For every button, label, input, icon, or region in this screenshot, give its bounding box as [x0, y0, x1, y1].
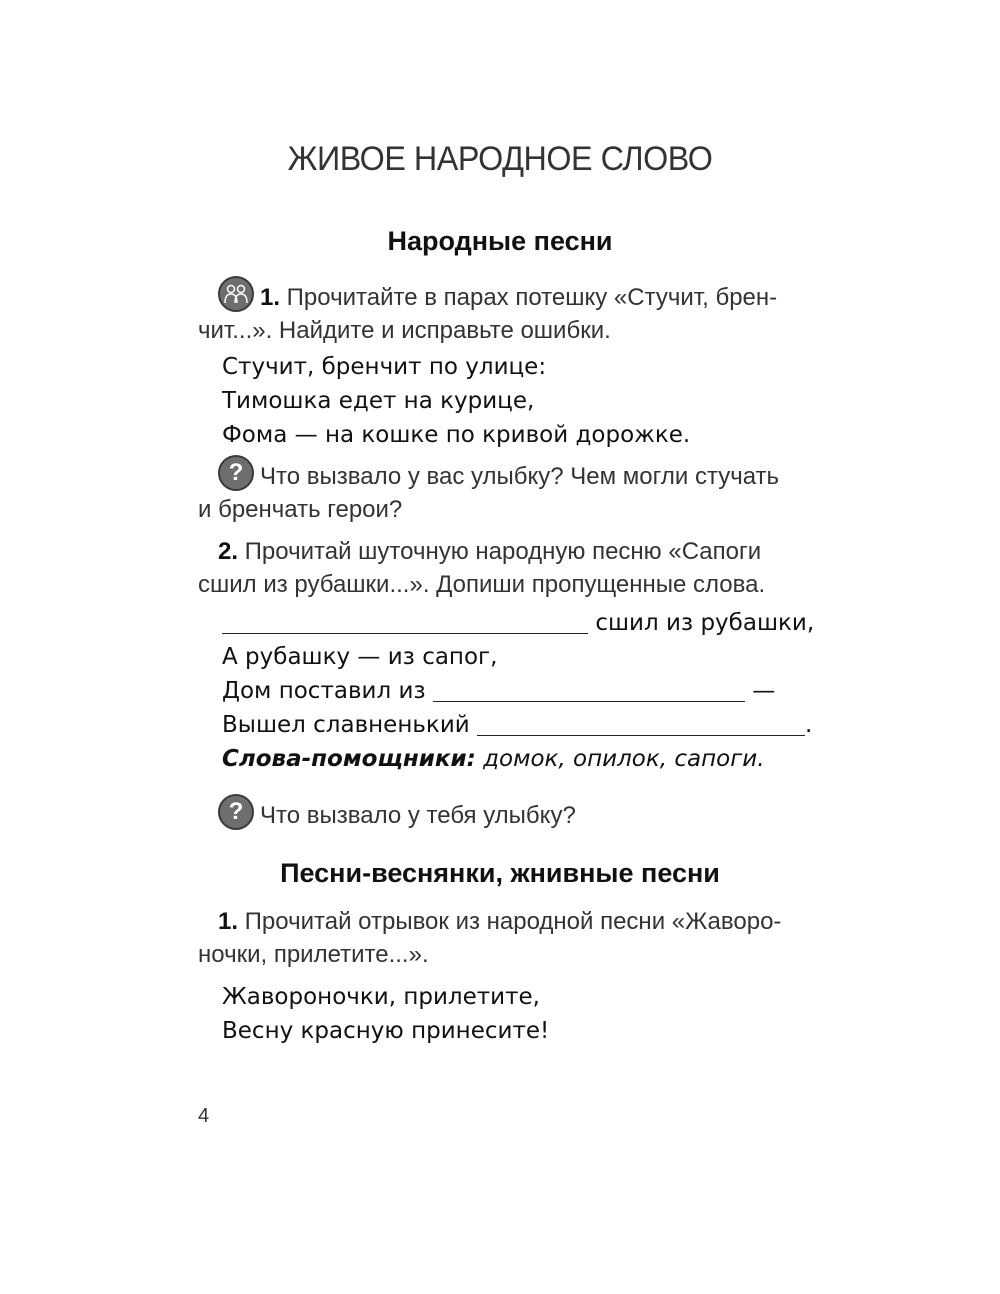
task-text: Прочитай отрывок из народной песни «Жаворо- [238, 908, 782, 935]
question-text: Что вызвало у тебя улыбку? [260, 802, 576, 829]
task-number: 1. [260, 284, 281, 311]
fill-blank-1[interactable] [222, 609, 588, 634]
poem-line: А рубашку — из сапог, [222, 644, 498, 670]
fill-blank-2[interactable] [433, 677, 745, 702]
question-text: Что вызвало у вас улыбку? Чем могли стучать [260, 463, 780, 490]
section-title-folk-songs: Народные песни [387, 226, 613, 256]
fill-blank-3[interactable] [477, 711, 805, 736]
question-icon: ? [218, 794, 254, 830]
task-text: Прочитайте в парах потешку «Стучит, брен- [280, 284, 778, 311]
helpers-words: домок, опилок, сапоги. [475, 746, 765, 772]
task-text-cont: чит...». Найдите и исправьте ошибки. [198, 317, 611, 344]
poem-line: Весну красную принесите! [222, 1018, 550, 1044]
poem-line: Тимошка едет на курице, [222, 388, 535, 414]
poem-text: . [805, 712, 813, 738]
task-text-cont: ночки, прилетите...». [198, 941, 429, 968]
helper-words [222, 742, 832, 776]
chapter-title: ЖИВОЕ НАРОДНОЕ СЛОВО [287, 140, 713, 178]
question-2 [198, 794, 830, 832]
poem-line: Стучит, бренчит по улице: [222, 354, 547, 380]
poem-text: Вышел славненький [222, 712, 470, 738]
section-title-spring-songs: Песни-веснянки, жнивные песни [280, 858, 720, 888]
poem-text: сшил из рубашки, [595, 610, 815, 636]
page-number: 4 [198, 1105, 210, 1127]
task-number: 1. [218, 908, 239, 935]
poem-line: Фома — на кошке по кривой дорожке. [222, 422, 691, 448]
task-text-cont: сшил из рубашки...». Допиши пропущенные слова. [198, 571, 766, 598]
task-1 [198, 276, 830, 347]
poem-text: — [752, 678, 776, 704]
poem-line: Жавороночки, прилетите, [222, 984, 540, 1010]
question-text-cont: и бренчать герои? [198, 496, 403, 523]
task-2 [198, 535, 830, 601]
task-1-spring [198, 905, 830, 971]
poem-sapogi [222, 606, 832, 776]
poem-stuchit [222, 350, 832, 452]
task-number: 2. [218, 538, 239, 565]
poem-zhavoronochki [222, 980, 832, 1048]
task-text: Прочитай шуточную народную песню «Сапоги [238, 538, 762, 565]
helpers-label: Слова-помощники: [222, 746, 476, 772]
pair-work-icon [218, 276, 254, 312]
poem-text: Дом поставил из [222, 678, 426, 704]
question-icon: ? [218, 455, 254, 491]
question-1 [198, 455, 830, 526]
